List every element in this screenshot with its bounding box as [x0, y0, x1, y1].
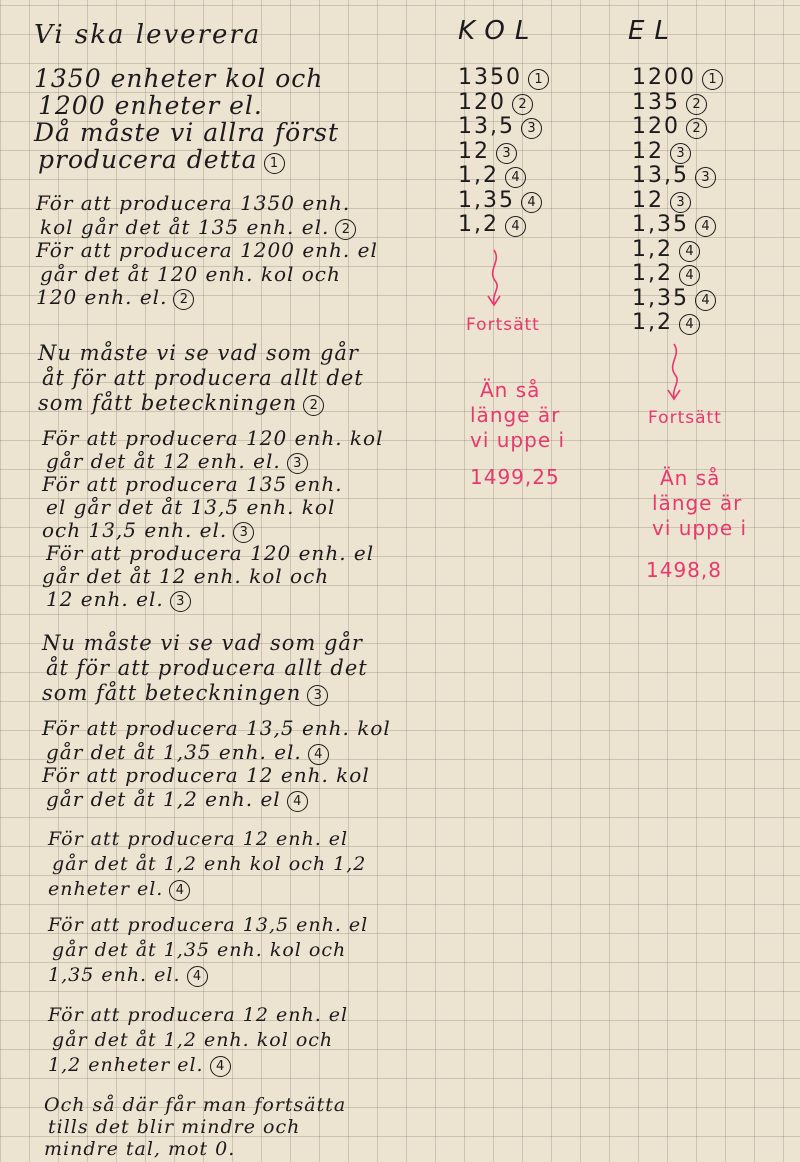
text-line [38, 147, 285, 174]
circled-step-number: 4 [505, 167, 526, 188]
circled-step-number: 3 [695, 167, 716, 188]
value-entry [632, 91, 723, 116]
circled-step-number: 4 [210, 1056, 231, 1077]
line-text: Och så där får man fortsätta [44, 1094, 347, 1116]
circled-step-number: 3 [521, 118, 542, 139]
circled-step-number: 4 [695, 216, 716, 237]
entry-value: 12 [632, 138, 664, 164]
line-text: 1350 enheter kol och [34, 64, 324, 93]
line-text: går det åt 120 enh. kol och [40, 261, 341, 286]
line-text: och 13,5 enh. el. [42, 518, 228, 542]
circled-step-number: 4 [695, 290, 716, 311]
line-text: 1,2 enheter el. [48, 1054, 204, 1076]
entry-value: 1,35 [632, 285, 689, 311]
circled-step-number: 2 [686, 118, 707, 139]
circled-step-number: 4 [521, 192, 542, 213]
text-line [48, 912, 368, 938]
el-values-list [632, 66, 723, 336]
value-entry [458, 140, 549, 165]
line-text: Då måste vi allra först [34, 118, 340, 147]
line-text: går det åt 1,2 enh. kol och [52, 1029, 334, 1051]
value-entry [458, 164, 549, 189]
entry-value: 1350 [458, 65, 522, 90]
entry-value: 1,2 [632, 236, 673, 262]
entry-value: 135 [632, 89, 680, 115]
kol-so-far-line-2: länge är [470, 403, 561, 427]
entry-value: 1,2 [632, 310, 673, 335]
el-so-far-line-2: länge är [652, 491, 743, 515]
circled-step-number: 2 [512, 94, 533, 115]
line-text: går det åt 1,2 enh kol och 1,2 [52, 853, 367, 875]
kol-header: KOL [458, 16, 540, 46]
kol-continue-arrow [480, 248, 510, 308]
circled-step-number: 3 [496, 143, 517, 164]
text-line [46, 655, 368, 681]
circled-step-number: 4 [169, 880, 190, 901]
line-text: går det åt 1,35 enh. el. [46, 739, 302, 764]
line-text: el går det åt 13,5 enh. kol [46, 495, 336, 519]
entry-value: 12 [458, 138, 490, 164]
line-text: För att producera 120 enh. kol [42, 426, 384, 450]
circled-step-number: 2 [303, 395, 324, 416]
kol-values-list [458, 66, 549, 238]
text-line [42, 630, 363, 656]
line-text: mindre tal, mot 0. [44, 1138, 236, 1160]
page-title: Vi ska leverera [34, 20, 262, 50]
line-text: kol går det åt 135 enh. el. [40, 214, 330, 239]
circled-step-number: 3 [233, 522, 254, 543]
el-continue-arrow [660, 342, 690, 402]
line-text: går det åt 12 enh. kol och [42, 564, 330, 588]
circled-step-number: 3 [670, 192, 691, 213]
value-entry [632, 115, 723, 140]
el-total: 1498,8 [646, 558, 722, 582]
text-line [52, 937, 346, 963]
text-line [34, 66, 323, 92]
line-text: åt för att producera allt det [42, 366, 364, 390]
text-line [46, 786, 308, 812]
line-text: går det åt 12 enh. el. [46, 449, 281, 473]
line-text: För att producera 12 enh. el [48, 1004, 349, 1026]
line-text: går det åt 1,35 enh. kol och [52, 939, 347, 961]
line-text: 1,35 enh. el. [48, 964, 181, 986]
text-line [40, 261, 341, 287]
line-text: som fått beteckningen [42, 681, 302, 705]
circled-step-number: 4 [187, 966, 208, 987]
text-line [52, 851, 366, 877]
entry-value: 13,5 [458, 114, 515, 139]
text-line [46, 586, 191, 612]
entry-value: 120 [458, 89, 506, 115]
value-entry [458, 189, 549, 214]
line-text: enheter el. [48, 878, 164, 900]
text-line [44, 1136, 235, 1162]
circled-step-number: 3 [170, 591, 191, 612]
text-line [48, 1002, 348, 1028]
line-text: Nu måste vi se vad som går [42, 631, 363, 655]
text-line [42, 680, 328, 706]
line-text: går det åt 1,2 enh. el [46, 786, 281, 811]
circled-step-number: 2 [173, 289, 194, 310]
circled-step-number: 1 [702, 69, 723, 90]
value-entry [632, 262, 723, 287]
text-line [36, 190, 350, 216]
kol-so-far-line-3: vi uppe i [470, 428, 566, 452]
line-text: tills det blir mindre och [48, 1116, 301, 1138]
value-entry [632, 287, 723, 312]
text-line [34, 120, 339, 146]
line-text: producera detta [38, 145, 258, 174]
value-entry [458, 91, 549, 116]
text-line [52, 1027, 333, 1053]
text-line [38, 340, 359, 366]
circled-step-number: 2 [335, 219, 356, 240]
entry-value: 1,35 [458, 187, 515, 213]
el-so-far-line-3: vi uppe i [652, 516, 748, 540]
line-text: Nu måste vi se vad som går [38, 341, 359, 365]
circled-step-number: 4 [308, 744, 329, 765]
line-text: För att producera 1200 enh. el [36, 238, 378, 262]
entry-value: 12 [632, 187, 664, 213]
text-line [40, 214, 356, 240]
text-line [36, 237, 378, 263]
value-entry [458, 213, 549, 238]
circled-step-number: 4 [505, 216, 526, 237]
text-line [42, 762, 370, 788]
line-text: För att producera 135 enh. [42, 472, 343, 496]
line-text: 1200 enheter el. [38, 91, 263, 120]
circled-step-number: 1 [528, 69, 549, 90]
value-entry [632, 140, 723, 165]
line-text: För att producera 1350 enh. [36, 191, 351, 215]
entry-value: 1,2 [632, 261, 673, 286]
circled-step-number: 3 [287, 453, 308, 474]
text-line [48, 962, 208, 988]
line-text: åt för att producera allt det [46, 656, 368, 680]
circled-step-number: 3 [670, 143, 691, 164]
text-line [36, 284, 194, 310]
text-line [42, 715, 391, 741]
circled-step-number: 1 [264, 153, 285, 174]
value-entry [632, 311, 723, 336]
kol-so-far-line-1: Än så [480, 378, 541, 402]
text-line [42, 365, 364, 391]
kol-continue-label: Fortsätt [466, 315, 540, 335]
circled-step-number: 4 [287, 791, 308, 812]
line-text: För att producera 12 enh. el [48, 828, 349, 850]
text-line [48, 876, 190, 902]
line-text: För att producera 12 enh. kol [42, 763, 370, 787]
line-text: För att producera 13,5 enh. kol [42, 716, 391, 740]
value-entry [632, 238, 723, 263]
line-text: 120 enh. el. [36, 285, 168, 309]
entry-value: 120 [632, 114, 680, 139]
line-text: För att producera 13,5 enh. el [48, 914, 369, 936]
value-entry [632, 66, 723, 91]
text-line [38, 93, 263, 119]
circled-step-number: 3 [307, 685, 328, 706]
entry-value: 1,2 [458, 163, 499, 188]
entry-value: 1,35 [632, 212, 689, 237]
entry-value: 1,2 [458, 212, 499, 237]
value-entry [632, 189, 723, 214]
value-entry [458, 66, 549, 91]
entry-value: 1200 [632, 65, 696, 90]
value-entry [632, 164, 723, 189]
value-entry [458, 115, 549, 140]
value-entry [632, 213, 723, 238]
circled-step-number: 4 [679, 314, 700, 335]
circled-step-number: 4 [679, 265, 700, 286]
entry-value: 13,5 [632, 163, 689, 188]
text-line [46, 739, 329, 765]
text-line [48, 826, 348, 852]
text-line [38, 390, 324, 416]
line-text: För att producera 120 enh. el [46, 541, 375, 565]
circled-step-number: 4 [679, 241, 700, 262]
text-line [48, 1052, 231, 1078]
circled-step-number: 2 [686, 94, 707, 115]
line-text: 12 enh. el. [46, 587, 164, 611]
el-so-far-line-1: Än så [660, 466, 721, 490]
el-header: EL [628, 16, 679, 46]
line-text: som fått beteckningen [38, 391, 298, 415]
el-continue-label: Fortsätt [648, 408, 722, 428]
kol-total: 1499,25 [470, 465, 560, 489]
